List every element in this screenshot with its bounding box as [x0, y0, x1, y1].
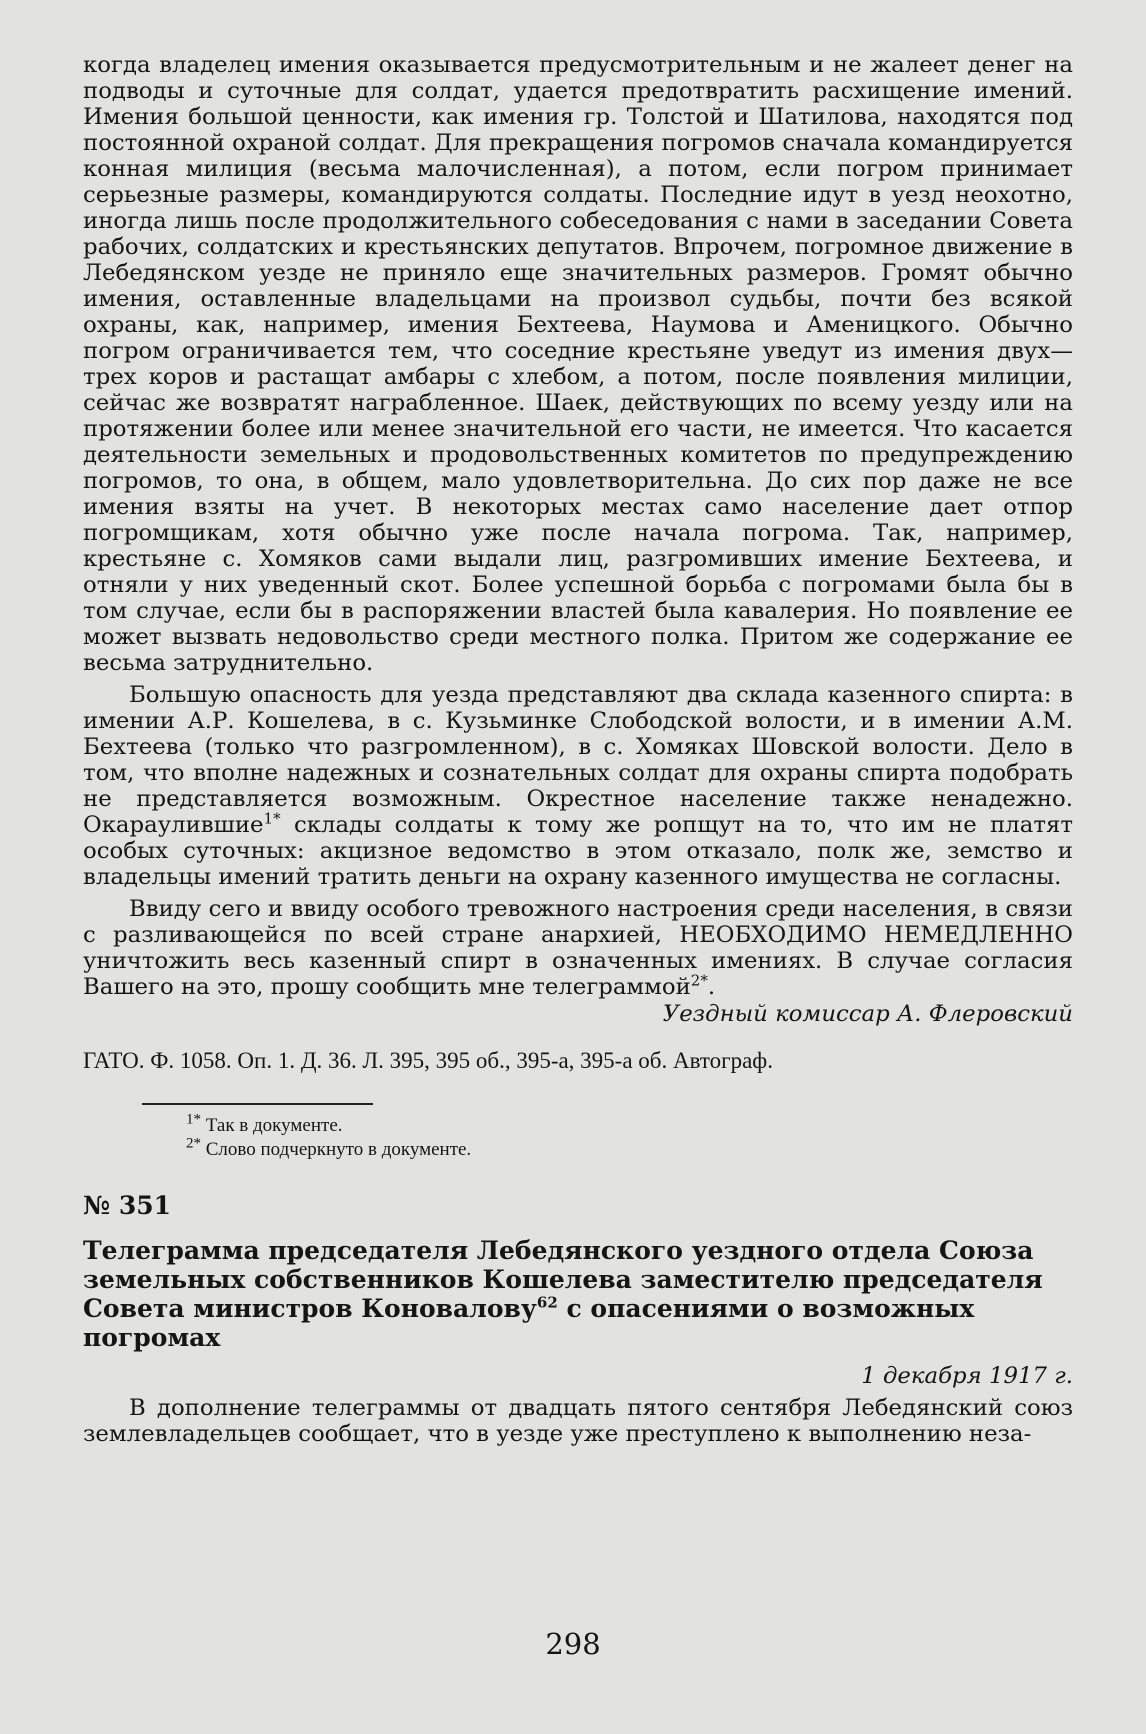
footnote-ref-1: 1*: [263, 809, 281, 828]
paragraph-destroy-text: Ввиду сего и ввиду особого тревожного настроения среди населения, в связи с разливающейся по всей стране анархией, НЕОБХОДИМО НЕМЕДЛЕННО уничтожить весь казенный спирт в означенных имениях. В случае согласия Вашего на это, прошу сообщить мне телеграммой: [83, 896, 1073, 1000]
footnote-2: [186, 1135, 1073, 1162]
footnote-1-mark: 1*: [186, 1111, 201, 1128]
footnote-divider: [142, 1103, 373, 1105]
document-number: № 351: [83, 1191, 172, 1220]
signature: Уездный комиссар А. Флеровский: [662, 1001, 1073, 1027]
paragraph-guards-text: склады солдаты к тому же ропщут на то, что им не платят особых суточных: акцизное ведомство в этом отказало, полк же, земство и владельцы имений тратить деньги на охрану казенного имущества не согласны.: [83, 812, 1073, 890]
footnote-ref-2: 2*: [690, 971, 708, 990]
paragraph-telegram: В дополнение телеграммы от двадцать пятого сентября Лебедянский союз землевладельцев сообщает, что в уезде уже преступлено к выполнению неза-: [83, 1395, 1073, 1447]
footnotes: [83, 1111, 1073, 1162]
paragraph-continuation: когда владелец имения оказывается предусмотрительным и не жалеет денег на подводы и суточные для солдат, удается предотвратить расхищение имений. Имения большой ценности, как имения гр. Толстой и Шатилова, находятся под постоянной охраной солдат. Для прекращения погромов сначала командируется конная милиция (весьма малочисленная), а потом, если погром принимает серьезные размеры, командируются солдаты. Последние идут в уезд неохотно, иногда лишь после продолжительного собеседования с нами в заседании Совета рабочих, солдатских и крестьянских депутатов. Впрочем, погромное движение в Лебедянском уезде не приняло еще значительных размеров. Громят обычно имения, оставленные владельцами на произвол судьбы, почти без всякой охраны, как, например, имения Бехтеева, Наумова и Аменицкого. Обычно погром ограничивается тем, что соседние крестьяне уведут из имения двух—трех коров и растащат амбары с хлебом, а потом, после появления милиции, сейчас же возвратят награбленное. Шаек, действующих по всему уезду или на протяжении более или менее значительной его части, не имеется. Что касается деятельности земельных и продовольственных комитетов по предупреждению погромов, то она, в общем, мало удовлетворительна. До сих пор даже не все имения взяты на учет. В некоторых местах само население дает отпор погромщикам, хотя обычно уже после начала погрома. Так, например, крестьяне с. Хомяков сами выдали лиц, разгромивших имение Бехтеева, и отняли у них уведенный скот. Более успешной борьба с погромами была бы в том случае, если бы в распоряжении властей была кавалерия. Но появление ее может вызвать недовольство среди местного полка. Притом же содержание ее весьма затруднительно.: [83, 52, 1073, 676]
paragraph-destroy-end: .: [707, 974, 716, 1000]
page-number: 298: [545, 1627, 601, 1661]
document-title-main: Телеграмма председателя Лебедянского уездного отдела Союза земельных собственников Кошелева заместителю председателя Совета министров Коновалову: [83, 1236, 1043, 1323]
document-title: [83, 1236, 1073, 1352]
document-title-end: с опасениями о возможных погромах: [83, 1294, 975, 1352]
footnote-1-text: Так в документе.: [205, 1115, 343, 1136]
document-date: 1 декабря 1917 г.: [861, 1363, 1073, 1389]
paragraph-destroy-spirit: [83, 896, 1073, 1000]
paragraph-spirit-stores: [83, 682, 1073, 890]
footnote-1: [186, 1111, 1073, 1138]
archive-reference: ГАТО. Ф. 1058. Оп. 1. Д. 36. Л. 395, 395 об., 395-а, 395-а об. Автограф.: [83, 1048, 773, 1073]
footnote-2-mark: 2*: [186, 1135, 201, 1152]
paragraph-spirit-stores-text: Большую опасность для уезда представляют два склада казенного спирта: в имении А.Р. Кошелева, в с. Кузьминке Слободской волости, и в имении А.М. Бехтеева (только что разгромленном), в с. Хомяках Шовской волости. Дело в том, что вполне надежных и сознательных солдат для охраны спирта подобрать не представляется возможным. Окрестное население также ненадежно.: [83, 682, 1073, 812]
footnote-2-text: Слово подчеркнуто в документе.: [205, 1139, 472, 1160]
paragraph-guards-word: Окараулившие: [83, 812, 264, 838]
page-text: [83, 52, 1073, 1447]
document-title-note: 62: [536, 1293, 558, 1312]
